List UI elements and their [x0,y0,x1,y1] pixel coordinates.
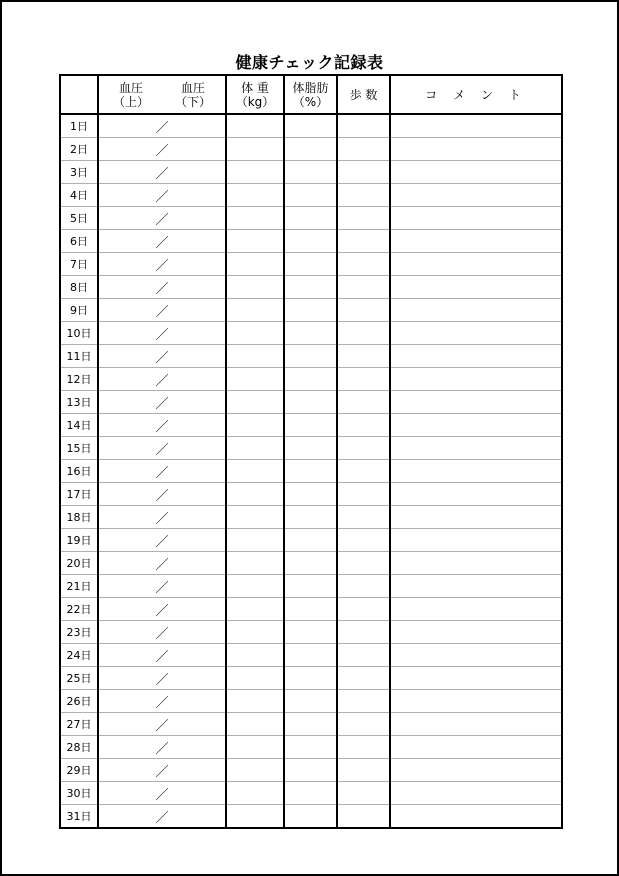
comment-cell[interactable] [390,299,562,322]
weight-cell[interactable] [226,506,284,529]
steps-cell[interactable] [337,322,390,345]
steps-cell[interactable] [337,345,390,368]
weight-cell[interactable] [226,207,284,230]
steps-cell[interactable] [337,483,390,506]
day-label: 29日 [60,759,98,782]
header-weight-label: 体 重 [241,80,269,95]
day-label: 14日 [60,414,98,437]
blood-pressure-cell[interactable] [98,161,226,184]
body-fat-cell[interactable] [284,230,337,253]
weight-cell[interactable] [226,598,284,621]
steps-cell[interactable] [337,230,390,253]
weight-cell[interactable] [226,575,284,598]
header-bp-lower-label: 血圧 [180,80,205,95]
weight-cell[interactable] [226,437,284,460]
weight-cell[interactable] [226,552,284,575]
body-fat-cell[interactable] [284,621,337,644]
weight-cell[interactable] [226,483,284,506]
comment-cell[interactable] [390,529,562,552]
weight-cell[interactable] [226,345,284,368]
body-fat-cell[interactable] [284,529,337,552]
weight-cell[interactable] [226,460,284,483]
bp-separator: ／ [155,718,169,734]
table-row [60,230,562,253]
comment-cell[interactable] [390,345,562,368]
blood-pressure-cell[interactable] [98,736,226,759]
steps-cell[interactable] [337,552,390,575]
steps-cell[interactable] [337,184,390,207]
table-row [60,161,562,184]
table-row [60,782,562,805]
bp-separator: ／ [155,695,169,711]
steps-cell[interactable] [337,414,390,437]
weight-cell[interactable] [226,184,284,207]
body-fat-cell[interactable] [284,414,337,437]
table-row [60,368,562,391]
bp-separator: ／ [155,396,169,412]
comment-cell[interactable] [390,552,562,575]
header-comment-label: コ メ ン ト [425,87,527,102]
body-fat-cell[interactable] [284,713,337,736]
body-fat-cell[interactable] [284,138,337,161]
day-label: 7日 [60,253,98,276]
steps-cell[interactable] [337,207,390,230]
table-row [60,391,562,414]
weight-cell[interactable] [226,299,284,322]
blood-pressure-cell[interactable] [98,552,226,575]
comment-cell[interactable] [390,690,562,713]
body-fat-cell[interactable] [284,736,337,759]
table-row [60,184,562,207]
table-row [60,552,562,575]
body-fat-cell[interactable] [284,483,337,506]
weight-cell[interactable] [226,322,284,345]
header-body-fat [284,75,337,114]
day-label: 21日 [60,575,98,598]
blood-pressure-cell[interactable] [98,598,226,621]
weight-cell[interactable] [226,161,284,184]
weight-cell[interactable] [226,805,284,829]
body-fat-cell[interactable] [284,253,337,276]
table-row [60,138,562,161]
bp-separator: ／ [155,649,169,665]
table-row [60,299,562,322]
blood-pressure-cell[interactable] [98,114,226,138]
bp-separator: ／ [155,235,169,251]
comment-cell[interactable] [390,460,562,483]
header-weight-unit: （kg） [235,94,275,109]
day-label: 24日 [60,644,98,667]
steps-cell[interactable] [337,736,390,759]
bp-separator: ／ [155,465,169,481]
bp-separator: ／ [155,534,169,550]
header-steps-label: 歩 数 [349,87,378,102]
header-bp-upper [113,81,149,109]
weight-cell[interactable] [226,529,284,552]
health-log-table [59,74,563,829]
day-label: 28日 [60,736,98,759]
blood-pressure-cell[interactable] [98,207,226,230]
header-steps [337,75,390,114]
steps-cell[interactable] [337,391,390,414]
bp-separator: ／ [155,120,169,136]
body-fat-cell[interactable] [284,161,337,184]
blood-pressure-cell[interactable] [98,575,226,598]
weight-cell[interactable] [226,138,284,161]
steps-cell[interactable] [337,506,390,529]
blood-pressure-cell[interactable] [98,805,226,829]
day-label: 13日 [60,391,98,414]
weight-cell[interactable] [226,230,284,253]
comment-cell[interactable] [390,575,562,598]
steps-cell[interactable] [337,690,390,713]
comment-cell[interactable] [390,644,562,667]
comment-cell[interactable] [390,276,562,299]
body-fat-cell[interactable] [284,322,337,345]
weight-cell[interactable] [226,759,284,782]
blood-pressure-cell[interactable] [98,690,226,713]
blood-pressure-cell[interactable] [98,782,226,805]
steps-cell[interactable] [337,759,390,782]
bp-separator: ／ [155,189,169,205]
body-fat-cell[interactable] [284,644,337,667]
day-label: 25日 [60,667,98,690]
header-bp-lower [175,81,211,109]
header-bp-upper-sub: （上） [113,94,150,109]
comment-cell[interactable] [390,736,562,759]
header-bp-lower-sub: （下） [174,94,211,109]
bp-separator: ／ [155,580,169,596]
bp-separator: ／ [155,672,169,688]
bp-separator: ／ [155,419,169,435]
body-fat-cell[interactable] [284,345,337,368]
table-row [60,253,562,276]
comment-cell[interactable] [390,414,562,437]
day-label: 3日 [60,161,98,184]
comment-cell[interactable] [390,598,562,621]
header-comment [390,75,562,114]
table-row [60,736,562,759]
steps-cell[interactable] [337,805,390,829]
bp-separator: ／ [155,557,169,573]
body-fat-cell[interactable] [284,460,337,483]
day-label: 31日 [60,805,98,829]
blood-pressure-cell[interactable] [98,644,226,667]
table-row [60,322,562,345]
body-fat-cell[interactable] [284,598,337,621]
header-blood-pressure [98,75,226,114]
day-label: 1日 [60,114,98,138]
bp-separator: ／ [155,442,169,458]
body-fat-cell[interactable] [284,299,337,322]
comment-cell[interactable] [390,207,562,230]
bp-separator: ／ [155,212,169,228]
table-row [60,621,562,644]
day-label: 30日 [60,782,98,805]
bp-separator: ／ [155,488,169,504]
body-fat-cell[interactable] [284,184,337,207]
bp-separator: ／ [155,143,169,159]
day-label: 5日 [60,207,98,230]
blood-pressure-cell[interactable] [98,276,226,299]
day-label: 9日 [60,299,98,322]
day-label: 10日 [60,322,98,345]
steps-cell[interactable] [337,161,390,184]
comment-cell[interactable] [390,805,562,829]
comment-cell[interactable] [390,621,562,644]
comment-cell[interactable] [390,368,562,391]
header-weight [226,75,284,114]
bp-separator: ／ [155,258,169,274]
day-label: 2日 [60,138,98,161]
steps-cell[interactable] [337,782,390,805]
table-row [60,437,562,460]
bp-separator: ／ [155,787,169,803]
body-fat-cell[interactable] [284,667,337,690]
steps-cell[interactable] [337,667,390,690]
header-body-fat-label: 体脂肪 [292,80,329,95]
blood-pressure-cell[interactable] [98,368,226,391]
blood-pressure-cell[interactable] [98,483,226,506]
day-label: 20日 [60,552,98,575]
blood-pressure-cell[interactable] [98,437,226,460]
header-body-fat-unit: （%） [292,94,329,109]
day-label: 6日 [60,230,98,253]
header-bp-upper-label: 血圧 [119,80,144,95]
comment-cell[interactable] [390,184,562,207]
day-label: 12日 [60,368,98,391]
body-fat-cell[interactable] [284,437,337,460]
day-label: 8日 [60,276,98,299]
steps-cell[interactable] [337,138,390,161]
bp-separator: ／ [155,304,169,320]
blood-pressure-cell[interactable] [98,529,226,552]
blood-pressure-cell[interactable] [98,621,226,644]
table-row [60,575,562,598]
steps-cell[interactable] [337,276,390,299]
blood-pressure-cell[interactable] [98,460,226,483]
blood-pressure-cell[interactable] [98,138,226,161]
bp-separator: ／ [155,741,169,757]
table-row [60,114,562,138]
table-row [60,506,562,529]
blood-pressure-cell[interactable] [98,667,226,690]
steps-cell[interactable] [337,713,390,736]
day-label: 27日 [60,713,98,736]
steps-cell[interactable] [337,253,390,276]
steps-cell[interactable] [337,621,390,644]
comment-cell[interactable] [390,114,562,138]
blood-pressure-cell[interactable] [98,759,226,782]
bp-separator: ／ [155,166,169,182]
comment-cell[interactable] [390,437,562,460]
day-label: 26日 [60,690,98,713]
steps-cell[interactable] [337,460,390,483]
table-row [60,759,562,782]
comment-cell[interactable] [390,782,562,805]
bp-separator: ／ [155,281,169,297]
table-row [60,529,562,552]
body-fat-cell[interactable] [284,759,337,782]
blood-pressure-cell[interactable] [98,253,226,276]
day-label: 23日 [60,621,98,644]
page-title: 健康チェック記録表 [235,53,384,72]
table-row [60,690,562,713]
comment-cell[interactable] [390,161,562,184]
body-fat-cell[interactable] [284,782,337,805]
bp-separator: ／ [155,626,169,642]
blood-pressure-cell[interactable] [98,345,226,368]
table-row [60,460,562,483]
bp-separator: ／ [155,350,169,366]
blood-pressure-cell[interactable] [98,506,226,529]
body-fat-cell[interactable] [284,391,337,414]
bp-separator: ／ [155,373,169,389]
blood-pressure-cell[interactable] [98,322,226,345]
body-fat-cell[interactable] [284,114,337,138]
weight-cell[interactable] [226,276,284,299]
bp-separator: ／ [155,511,169,527]
day-label: 22日 [60,598,98,621]
weight-cell[interactable] [226,782,284,805]
steps-cell[interactable] [337,437,390,460]
body-fat-cell[interactable] [284,805,337,829]
table-row [60,667,562,690]
body-fat-cell[interactable] [284,552,337,575]
blood-pressure-cell[interactable] [98,414,226,437]
table-row [60,644,562,667]
weight-cell[interactable] [226,713,284,736]
body-fat-cell[interactable] [284,575,337,598]
bp-separator: ／ [155,327,169,343]
body-fat-cell[interactable] [284,690,337,713]
steps-cell[interactable] [337,644,390,667]
weight-cell[interactable] [226,414,284,437]
table-row [60,713,562,736]
day-label: 16日 [60,460,98,483]
comment-cell[interactable] [390,759,562,782]
weight-cell[interactable] [226,114,284,138]
header-day [60,75,98,114]
comment-cell[interactable] [390,391,562,414]
weight-cell[interactable] [226,368,284,391]
table-row [60,805,562,829]
comment-cell[interactable] [390,667,562,690]
weight-cell[interactable] [226,391,284,414]
steps-cell[interactable] [337,529,390,552]
blood-pressure-cell[interactable] [98,299,226,322]
bp-separator: ／ [155,603,169,619]
table-row [60,483,562,506]
weight-cell[interactable] [226,621,284,644]
weight-cell[interactable] [226,690,284,713]
blood-pressure-cell[interactable] [98,391,226,414]
weight-cell[interactable] [226,644,284,667]
comment-cell[interactable] [390,483,562,506]
blood-pressure-cell[interactable] [98,184,226,207]
weight-cell[interactable] [226,736,284,759]
day-label: 19日 [60,529,98,552]
steps-cell[interactable] [337,299,390,322]
body-fat-cell[interactable] [284,368,337,391]
header-row [60,75,562,114]
steps-cell[interactable] [337,598,390,621]
comment-cell[interactable] [390,138,562,161]
comment-cell[interactable] [390,322,562,345]
day-label: 18日 [60,506,98,529]
table-row [60,207,562,230]
day-label: 4日 [60,184,98,207]
body-fat-cell[interactable] [284,276,337,299]
steps-cell[interactable] [337,575,390,598]
blood-pressure-cell[interactable] [98,713,226,736]
comment-cell[interactable] [390,506,562,529]
bp-separator: ／ [155,810,169,826]
day-label: 15日 [60,437,98,460]
comment-cell[interactable] [390,230,562,253]
table-row [60,598,562,621]
day-label: 11日 [60,345,98,368]
weight-cell[interactable] [226,253,284,276]
steps-cell[interactable] [337,368,390,391]
table-row [60,345,562,368]
comment-cell[interactable] [390,253,562,276]
table-row [60,276,562,299]
steps-cell[interactable] [337,114,390,138]
comment-cell[interactable] [390,713,562,736]
weight-cell[interactable] [226,667,284,690]
table-row [60,414,562,437]
day-label: 17日 [60,483,98,506]
body-fat-cell[interactable] [284,207,337,230]
bp-separator: ／ [155,764,169,780]
body-fat-cell[interactable] [284,506,337,529]
blood-pressure-cell[interactable] [98,230,226,253]
